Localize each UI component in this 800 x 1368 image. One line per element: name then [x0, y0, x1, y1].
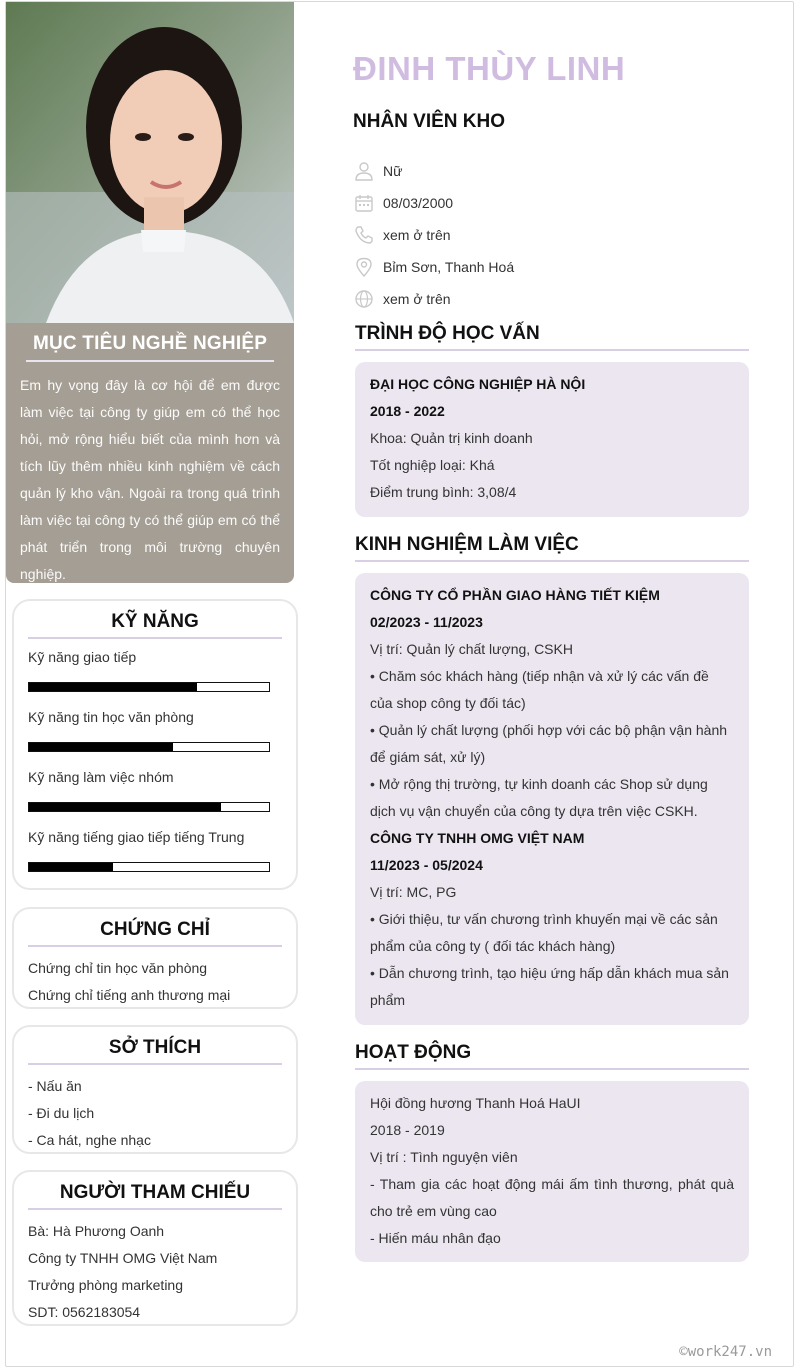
skill-level-bar: [28, 682, 270, 692]
hobbies-card: [12, 1025, 298, 1154]
skill-level-bar: [28, 862, 270, 872]
hobby-item: - Nấu ăn: [28, 1078, 82, 1094]
reference-item: Trưởng phòng marketing: [28, 1277, 183, 1293]
phone-icon: [353, 224, 375, 246]
skills-card: [12, 599, 298, 890]
job-period: 11/2023 - 05/2024: [370, 857, 483, 873]
skill-name: Kỹ năng giao tiếp: [28, 649, 137, 665]
activity-role: Vị trí : Tình nguyện viên: [370, 1149, 518, 1165]
website-value: xem ở trên: [383, 291, 451, 307]
job-period: 02/2023 - 11/2023: [370, 614, 483, 630]
skill-name: Kỹ năng tiếng giao tiếp tiếng Trung: [28, 829, 245, 845]
location-pin-icon: [353, 256, 375, 278]
calendar-icon: [353, 192, 375, 214]
education-gpa: Điểm trung bình: 3,08/4: [370, 484, 517, 500]
education-box: [355, 362, 749, 517]
job-duty: • Dẫn chương trình, tạo hiệu ứng hấp dẫn khách mua sản phẩm: [370, 965, 729, 1008]
user-icon: [353, 160, 375, 182]
career-objective-panel: [6, 323, 294, 583]
job-position: Vị trí: Quản lý chất lượng, CSKH: [370, 641, 573, 657]
company-name: CÔNG TY CỔ PHẦN GIAO HÀNG TIẾT KIỆM: [370, 587, 660, 603]
skills-title: KỸ NĂNG: [28, 611, 282, 639]
reference-item: SDT: 0562183054: [28, 1304, 141, 1320]
skill-level-fill: [29, 683, 197, 691]
job-position: Vị trí: MC, PG: [370, 884, 457, 900]
watermark: ©work247.vn: [679, 1344, 772, 1360]
objective-title: MỤC TIÊU NGHỀ NGHIỆP: [26, 333, 274, 362]
school-name: ĐẠI HỌC CÔNG NGHIỆP HÀ NỘI: [370, 376, 586, 392]
personal-info: [353, 155, 514, 315]
reference-item: Bà: Hà Phương Oanh: [28, 1223, 165, 1239]
hobbies-title: SỞ THÍCH: [28, 1037, 282, 1065]
profile-photo: [6, 2, 294, 323]
certificate-item: Chứng chỉ tin học văn phòng: [28, 960, 208, 976]
skill-level-bar: [28, 802, 270, 812]
globe-icon: [353, 288, 375, 310]
skill-level-bar: [28, 742, 270, 752]
reference-item: Công ty TNHH OMG Việt Nam: [28, 1250, 218, 1266]
skill-level-fill: [29, 863, 113, 871]
skill-level-fill: [29, 803, 221, 811]
address-value: Bỉm Sơn, Thanh Hoá: [383, 259, 515, 275]
address-row: [353, 251, 514, 283]
education-rank: Tốt nghiệp loại: Khá: [370, 457, 495, 473]
job-title: NHÂN VIÊN KHO: [353, 111, 506, 132]
education-faculty: Khoa: Quản trị kinh doanh: [370, 430, 533, 446]
education-title: TRÌNH ĐỘ HỌC VẤN: [355, 323, 749, 351]
gender-row: [353, 155, 514, 187]
phone-value: xem ở trên: [383, 227, 451, 243]
candidate-name: ĐINH THÙY LINH: [353, 50, 626, 87]
job-duty: • Giới thiệu, tư vấn chương trình khuyến mại về các sản phẩm của công ty ( đối tác khách hàng): [370, 911, 718, 954]
company-name: CÔNG TY TNHH OMG VIỆT NAM: [370, 830, 585, 846]
objective-text: Em hy vọng đây là cơ hội để em được làm việc tại công ty giúp em có thể học hỏi, mở rộng hiểu biết của mình hơn và tích lũy thêm nhiều kinh nghiệm về cách quản lý kho vận. Ngoài ra trong quá trình làm việc tại công ty có thể giúp em có thể phát triển trong môi trường chuyên nghiệp.: [20, 377, 280, 582]
experience-box: [355, 573, 749, 1025]
job-duty: • Mở rộng thị trường, tự kinh doanh các Shop sử dụng dịch vụ vận chuyển của công ty dựa trên việc CSKH.: [370, 776, 708, 819]
references-card: [12, 1170, 298, 1326]
certificate-item: Chứng chỉ tiếng anh thương mại: [28, 987, 231, 1003]
activity-org: Hội đồng hương Thanh Hoá HaUI: [370, 1095, 581, 1111]
job-duty: • Chăm sóc khách hàng (tiếp nhận và xử lý các vấn đề của shop công ty đối tác): [370, 668, 709, 711]
hobby-item: - Ca hát, nghe nhạc: [28, 1132, 151, 1148]
skill-level-fill: [29, 743, 173, 751]
job-duty: • Quản lý chất lượng (phối hợp với các bộ phận vận hành để giám sát, xử lý): [370, 722, 728, 765]
education-period: 2018 - 2022: [370, 403, 445, 419]
skill-name: Kỹ năng làm việc nhóm: [28, 769, 174, 785]
birthday-value: 08/03/2000: [383, 195, 454, 211]
activities-box: [355, 1081, 749, 1262]
activities-title: HOẠT ĐỘNG: [355, 1042, 749, 1070]
gender-value: Nữ: [383, 163, 403, 179]
activity-period: 2018 - 2019: [370, 1122, 445, 1138]
hobby-item: - Đi du lịch: [28, 1105, 95, 1121]
references-title: NGƯỜI THAM CHIẾU: [28, 1182, 282, 1210]
activity-item: - Hiến máu nhân đạo: [370, 1230, 501, 1246]
certificates-card: [12, 907, 298, 1009]
experience-title: KINH NGHIỆM LÀM VIỆC: [355, 534, 749, 562]
website-row: [353, 283, 514, 315]
activity-item: - Tham gia các hoạt động mái ấm tình thương, phát quà cho trẻ em vùng cao: [370, 1176, 734, 1219]
certificates-title: CHỨNG CHỈ: [28, 919, 282, 947]
skill-name: Kỹ năng tin học văn phòng: [28, 709, 194, 725]
skills-list: [28, 647, 282, 872]
birthday-row: [353, 187, 514, 219]
phone-row: [353, 219, 514, 251]
